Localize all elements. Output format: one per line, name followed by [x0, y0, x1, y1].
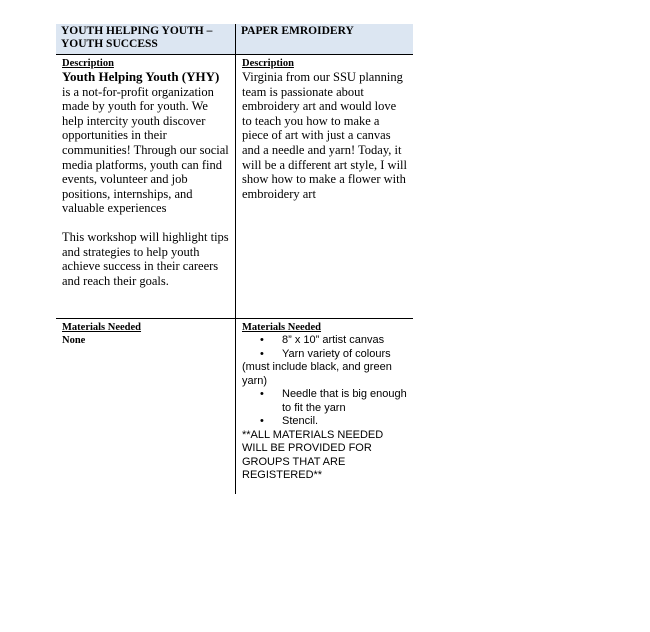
list-item-text: Yarn variety of colours (must include black, and green yarn) [242, 347, 392, 387]
materials-note: **ALL MATERIALS NEEDED WILL BE PROVIDED FOR GROUPS THAT ARE REGISTERED** [242, 428, 384, 481]
list-item [242, 415, 407, 429]
materials-text: None [62, 335, 86, 346]
bullet-icon: • [260, 347, 264, 360]
materials-heading: Materials Needed [242, 322, 322, 333]
list-item [242, 334, 407, 348]
materials-heading: Materials Needed [62, 322, 142, 333]
description-cell-right [236, 56, 413, 203]
description-paragraph: is a not-for-profit organization made by youth for youth. We help intercity youth discover opportunities in their communities! Through our social media platforms, youth can find events, volunteer and job positions, internships, and valuable experiences [62, 84, 229, 216]
description-heading: Description [62, 58, 114, 69]
description-paragraph: Virginia from our SSU planning team is passionate about embroidery art and would love to teach you how to make a piece of art with just a canvas and a needle and yarn! Today, it will be a different art style, I will show how to make a flower with embroidery art [242, 70, 407, 201]
workshop-table [56, 24, 413, 494]
list-item-text: Needle that is big enough to fit the yarn [282, 388, 407, 414]
bullet-icon: • [260, 415, 264, 427]
header-cell-youth-success [56, 24, 235, 54]
bullet-icon: • [260, 334, 264, 346]
header-title: PAPER EMROIDERY [241, 25, 354, 37]
materials-list [242, 334, 407, 429]
list-item-text: 8” x 10” artist canvas [282, 334, 385, 346]
header-cell-paper-embroidery [236, 24, 413, 54]
materials-cell-left [56, 320, 235, 349]
list-item-text: Stencil. [282, 415, 319, 427]
list-item [242, 348, 407, 389]
description-paragraph: This workshop will highlight tips and strategies to help youth achieve success in their careers and reach their goals. [62, 229, 229, 288]
materials-cell-right [236, 320, 413, 485]
bullet-icon: • [260, 388, 264, 400]
header-title: YOUTH HELPING YOUTH – YOUTH SUCCESS [61, 25, 213, 50]
description-cell-left [56, 56, 235, 290]
org-name: Youth Helping Youth (YHY) [62, 69, 220, 84]
list-item [242, 388, 407, 415]
description-text [62, 70, 229, 216]
description-heading: Description [242, 58, 294, 69]
